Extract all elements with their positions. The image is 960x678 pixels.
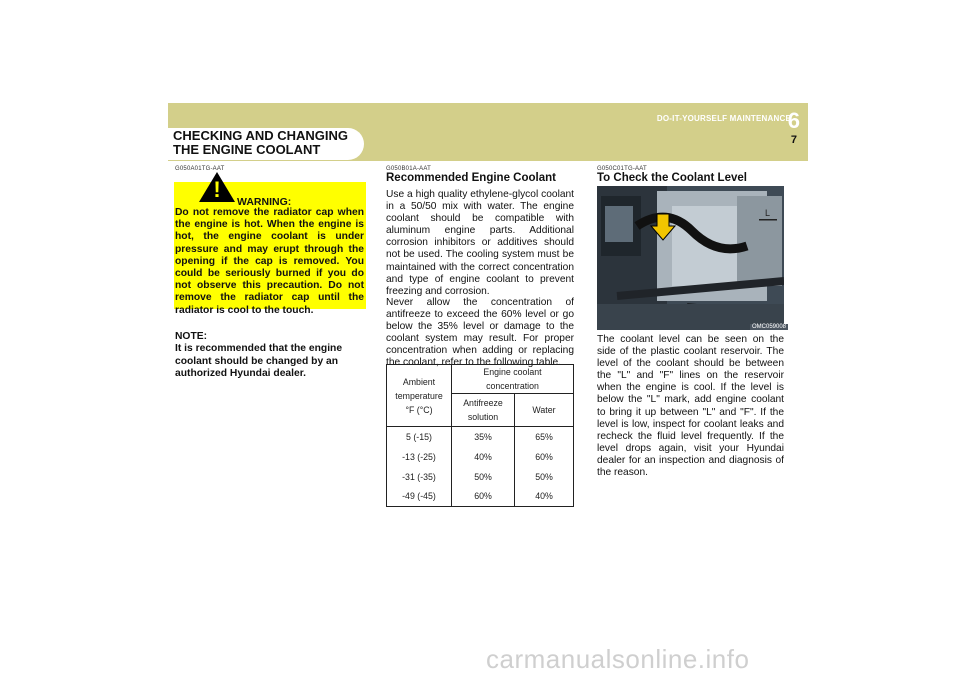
note-heading: NOTE:	[175, 331, 208, 342]
coolant-table	[386, 364, 574, 507]
page-number: 7	[790, 134, 797, 146]
section-title-line-1: CHECKING AND CHANGING	[173, 128, 349, 143]
chapter-title: DO-IT-YOURSELF MAINTENANCE	[656, 114, 791, 123]
coolant-paragraph-1: Use a high quality ethylene-glycol coolant in a 50/50 mix with water. The engine coolant should be compatible with aluminum engine parts. Additional corrosion inhibitors or additives should not be used. The cooling system must be maintained with the correct concentration and type of engine coolant to prevent freezing and corrosion.	[386, 189, 574, 297]
warning-heading: WARNING:	[237, 196, 292, 208]
col1-code: G050A01TG-AAT	[175, 166, 225, 172]
note	[175, 331, 365, 380]
table-row: 5 (-15) 35% 65%	[387, 427, 574, 447]
coolant-heading: Recommended Engine Coolant	[386, 172, 556, 184]
antifreeze-header: Antifreeze solution	[452, 394, 515, 427]
photo-code: OMC059008	[752, 324, 787, 330]
coolant-level-text: The coolant level can be seen on the side of the plastic coolant reservoir. The level of the coolant should be between the "L" and "F" lines on the reservoir when the engine is cool. If the level is below the "L" mark, add engine coolant to bring it up between "L" and "F". If the level is low, inspect for coolant leaks and recheck the fluid level frequently. If the level drops again, visit your Hyundai dealer for an inspection and diagnosis of the reason.	[597, 334, 784, 479]
ambient-temp-header: Ambient temperature °F (°C)	[387, 365, 452, 427]
water-header: Water	[515, 394, 574, 427]
section-title-line-2: THE ENGINE COOLANT	[173, 142, 321, 157]
coolant-paragraph-2: Never allow the concentration of antifreeze to exceed the 60% level or go below the 35% level or damage to the coolant system may result. For proper concentration when adding or replacing the coolant, refer to the following table.	[386, 297, 574, 369]
table-row: -13 (-25) 40% 60%	[387, 447, 574, 467]
section-title	[173, 129, 348, 157]
engine-bay-photo	[597, 186, 784, 330]
chapter-number: 6	[787, 108, 800, 133]
note-text: It is recommended that the engine coolant should be changed by an authorized Hyundai dealer.	[175, 343, 343, 379]
exclamation-icon: !	[213, 177, 221, 202]
watermark: carmanualsonline.info	[486, 644, 750, 674]
col2-code: G050B01A-AAT	[386, 166, 431, 172]
concentration-header: Engine coolant concentration	[452, 365, 574, 394]
table-row: -31 (-35) 50% 50%	[387, 467, 574, 487]
level-mark-l: L	[765, 208, 771, 218]
coolant-level-heading: To Check the Coolant Level	[597, 172, 747, 184]
warning-text: Do not remove the radiator cap when the engine is hot. When the engine is hot, the engine coolant is under pressure and may erupt through the opening if the cap is removed. You could be seriously burned if you do not observe this precaution. Do not remove the radiator cap until the radiator is cool to the touch.	[175, 207, 364, 316]
engine-bay-illustration	[597, 186, 784, 330]
col3-code: G050C01TG-AAT	[597, 166, 647, 172]
table-row: -49 (-45) 60% 40%	[387, 487, 574, 507]
